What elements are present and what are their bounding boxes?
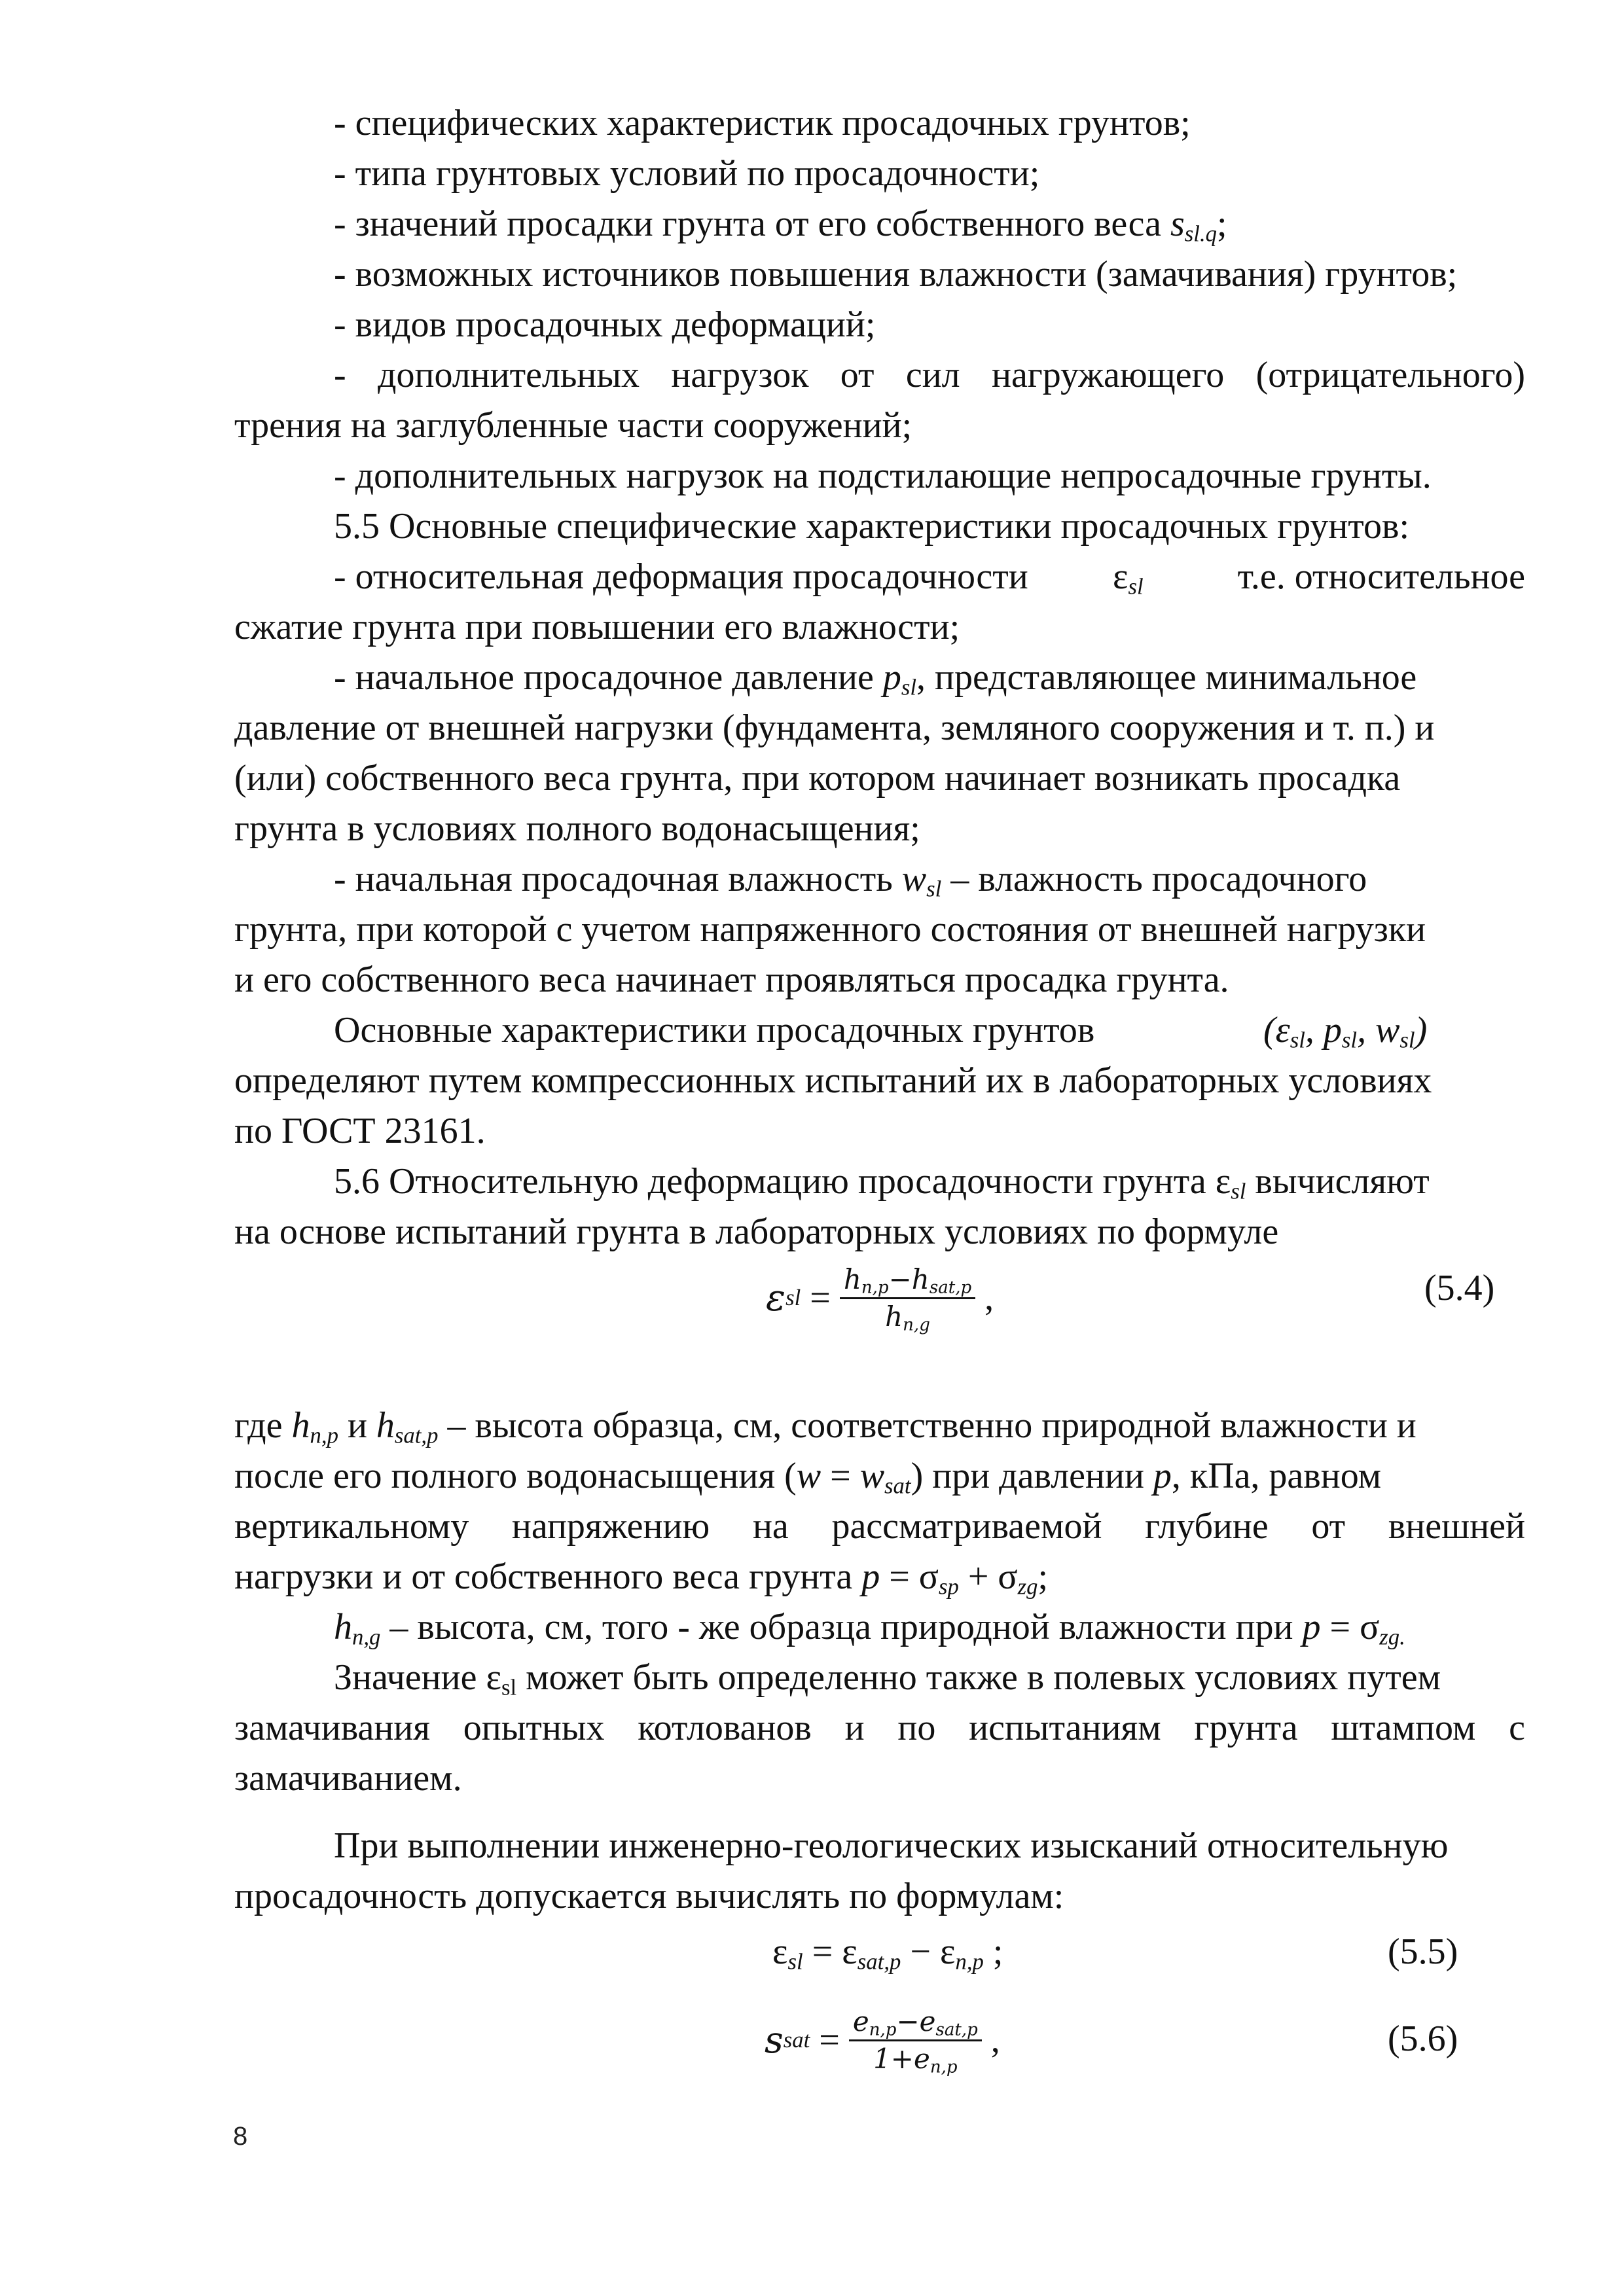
section-heading: [334, 1157, 1525, 1208]
text-run: - значений просадки грунта от его собственного веса: [334, 204, 1170, 244]
subscript: sl: [901, 674, 917, 700]
text-run: т.е. относительное: [1237, 556, 1525, 597]
text-run: ,: [981, 2020, 1000, 2060]
word: от: [840, 355, 875, 395]
subscript: sl: [926, 876, 942, 902]
formula-5-4: [766, 1255, 994, 1340]
text-line: $h_{n,g}$ – высота, см, того - же образца природной влажности при $p = \sigma_{zg.}$: [334, 1607, 1405, 1650]
text-line: [334, 653, 1525, 704]
text-run: , представляющее минимальное: [916, 657, 1417, 698]
text-line: грунта в условиях полного водонасыщения;: [234, 808, 920, 849]
text-line: давление от внешней нагрузки (фундамента, земляного сооружения и т. п.) и: [234, 708, 1435, 748]
word: штампом: [1331, 1708, 1476, 1748]
text-line: - специфических характеристик просадочных грунтов;: [334, 103, 1191, 143]
text-line: сжатие грунта при повышении его влажности;: [234, 607, 960, 647]
word: замачивания: [234, 1708, 431, 1748]
word: на: [752, 1506, 789, 1547]
word: котлованов: [638, 1708, 812, 1748]
symbol-p: p: [882, 657, 901, 698]
text-line: [0, 199, 1624, 250]
text-run: (ε: [1263, 1010, 1290, 1050]
text-line: [334, 552, 1525, 603]
word: с: [1509, 1708, 1525, 1748]
word: испытаниям: [969, 1708, 1161, 1748]
equals: =: [801, 1278, 840, 1318]
word: грунта: [1194, 1708, 1298, 1748]
text-line: на основе испытаний грунта в лабораторных условиях по формуле: [234, 1211, 1279, 1252]
text-line: - возможных источников повышения влажности (замачивания) грунтов;: [334, 254, 1458, 295]
text-line: [234, 1501, 1525, 1552]
text-run: 5.6 Относительную деформацию просадочности грунта ε: [334, 1161, 1231, 1202]
word: от: [1311, 1506, 1346, 1547]
text-line: определяют путем компрессионных испытаний их в лабораторных условиях: [234, 1060, 1432, 1101]
subscript: sl.q: [1184, 221, 1217, 247]
word: рассматриваемой: [831, 1506, 1102, 1547]
text-run: - начальная просадочная влажность: [334, 859, 902, 899]
equals: =: [810, 2020, 849, 2060]
word: -: [334, 355, 346, 395]
text-run: , p: [1305, 1010, 1342, 1050]
equation-number: (5.6): [1388, 2018, 1458, 2059]
text-line: по ГОСТ 23161.: [234, 1111, 486, 1151]
formula-lhs: ε: [766, 1276, 786, 1319]
text-run: - начальное просадочное давление: [334, 657, 883, 698]
denominator: $1+e_{n,p}$: [873, 2042, 958, 2077]
fraction: [840, 1262, 975, 1335]
text-line: - видов просадочных деформаций;: [334, 304, 876, 345]
numerator: $h_{n,p}-h_{sat,p}$: [840, 1262, 975, 1299]
text-run: – влажность просадочного: [941, 859, 1367, 899]
text-line: Значение $\varepsilon_{sl}$ может быть определенно также в полевых условиях путем: [334, 1657, 1441, 1700]
word: внешней: [1388, 1506, 1525, 1547]
text-line: [334, 854, 1525, 905]
denominator: $h_{n,g}$: [885, 1300, 930, 1335]
equation-number: (5.4): [1424, 1268, 1495, 1308]
text-run: вычисляют: [1246, 1161, 1430, 1202]
formula-5-5: $\varepsilon_{sl} = \varepsilon_{sat,p} - \varepsilon_{n,p}$ ;: [772, 1931, 1003, 1975]
subscript: sl: [1399, 1027, 1415, 1053]
text-run: - относительная деформация просадочности: [334, 556, 1028, 597]
word: нагружающего: [991, 355, 1225, 395]
word: глубине: [1145, 1506, 1269, 1547]
text-line: [234, 1703, 1525, 1754]
subscript: sl: [1128, 573, 1144, 600]
text-line: [334, 350, 1525, 401]
section-heading: 5.5 Основные специфические характеристики просадочных грунтов:: [334, 506, 1410, 547]
text-run: , w: [1357, 1010, 1400, 1050]
text-line: трения на заглубленные части сооружений;: [234, 405, 912, 446]
text-run: ,: [975, 1278, 994, 1318]
numerator: $e_{n,p}-e_{sat,p}$: [849, 2004, 982, 2041]
symbol-s: s: [1170, 204, 1185, 244]
text-line: и его собственного веса начинает проявляться просадка грунта.: [234, 960, 1229, 1000]
text-line: где $h_{n,p}$ и $h_{sat,p}$ – высота образца, см, соответственно природной влажности и: [234, 1405, 1416, 1448]
formula-lhs: s: [765, 2018, 784, 2062]
text-line: - дополнительных нагрузок на подстилающие непросадочные грунты.: [334, 456, 1432, 496]
text-line: При выполнении инженерно-геологических изысканий относительную: [334, 1825, 1449, 1866]
word: вертикальному: [234, 1506, 469, 1547]
word: дополнительных: [378, 355, 640, 395]
formula-5-6: [765, 1998, 1000, 2083]
text-line: нагрузки и от собственного веса грунта $p = \sigma_{sp} + \sigma_{zg}$;: [234, 1556, 1049, 1600]
text-run: ): [1415, 1010, 1428, 1050]
fraction: [849, 2004, 982, 2077]
text-line: после его полного водонасыщения $(w = w_{sat})$ при давлении p, кПа, равном: [234, 1456, 1382, 1499]
subscript: sl: [1341, 1027, 1358, 1053]
page-number: 8: [233, 2122, 248, 2151]
word: и: [844, 1708, 865, 1748]
subscript: sl: [785, 1285, 801, 1310]
text-line: грунта, при которой с учетом напряженного состояния от внешней нагрузки: [234, 909, 1426, 950]
word: сил: [905, 355, 960, 395]
word: (отрицательного): [1255, 355, 1525, 395]
equation-number: (5.5): [1388, 1931, 1458, 1972]
subscript: sl: [1231, 1178, 1246, 1204]
text-line: замачиванием.: [234, 1758, 462, 1799]
word: опытных: [463, 1708, 605, 1748]
subscript: sl: [1290, 1027, 1305, 1053]
text-run: Основные характеристики просадочных грунтов: [334, 1010, 1095, 1050]
text-line: [334, 1005, 1525, 1056]
text-line: (или) собственного веса грунта, при котором начинает возникать просадка: [234, 758, 1401, 798]
text-run: ;: [1217, 204, 1227, 244]
symbol-epsilon: ε: [1113, 556, 1128, 597]
word: по: [897, 1708, 936, 1748]
text-line: просадочность допускается вычислять по формулам:: [234, 1876, 1064, 1916]
symbol-w: w: [901, 859, 927, 899]
word: напряжению: [511, 1506, 710, 1547]
subscript: sat: [783, 2027, 810, 2053]
word: нагрузок: [671, 355, 809, 395]
text-line: - типа грунтовых условий по просадочности;: [334, 153, 1040, 194]
